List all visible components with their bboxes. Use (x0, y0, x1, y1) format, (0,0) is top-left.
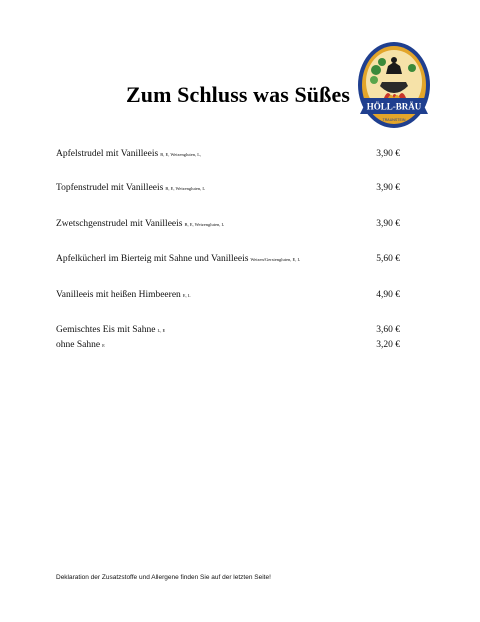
logo-subtext: TRAUNSTEIN (382, 118, 406, 122)
item-price: 3,20 € (376, 340, 400, 350)
item-name: Zwetschgenstrudel mit Vanilleeis B, E, Weizengluten, L (56, 219, 225, 229)
item-allergens: Weizen/Gerstengluten, E, L (250, 256, 301, 262)
menu-item (56, 217, 400, 231)
item-allergens: B, E, Weizengluten, L, (160, 151, 202, 157)
allergen-footnote: Deklaration der Zusatzstoffe und Allergene finden Sie auf der letzten Seite! (56, 574, 271, 581)
item-allergens: E (102, 342, 105, 348)
item-name: Apfelstrudel mit Vanilleeis B, E, Weizengluten, L, (56, 149, 202, 159)
item-name: Apfelkücherl im Bierteig mit Sahne und Vanilleeis Weizen/Gerstengluten, E, L (56, 254, 301, 264)
logo-banner-text: HÖLL-BRÄU (366, 101, 422, 112)
brewery-logo (356, 40, 432, 132)
item-allergens: L, E (157, 327, 166, 333)
menu-item (56, 181, 400, 195)
item-price: 4,90 € (376, 290, 400, 300)
item-price: 3,90 € (376, 183, 400, 193)
item-name: ohne Sahne E (56, 340, 105, 350)
menu-item (56, 338, 400, 352)
item-name: Gemischtes Eis mit Sahne L, E (56, 325, 166, 335)
item-allergens: E, L (182, 292, 191, 298)
item-allergens: B, E, Weizengluten, L (184, 221, 225, 227)
menu-item (56, 252, 400, 266)
item-allergens: B, E, Weizengluten, L (165, 185, 206, 191)
menu-item (56, 288, 400, 302)
item-name: Vanilleeis mit heißen Himbeeren E, L (56, 290, 191, 300)
item-price: 3,90 € (376, 219, 400, 229)
page-title: Zum Schluss was Süßes (125, 82, 351, 107)
menu-item (56, 323, 400, 337)
item-price: 3,90 € (376, 149, 400, 159)
menu-item (56, 147, 400, 161)
item-name: Topfenstrudel mit Vanilleeis B, E, Weizengluten, L (56, 183, 206, 193)
item-price: 5,60 € (376, 254, 400, 264)
item-price: 3,60 € (376, 325, 400, 335)
